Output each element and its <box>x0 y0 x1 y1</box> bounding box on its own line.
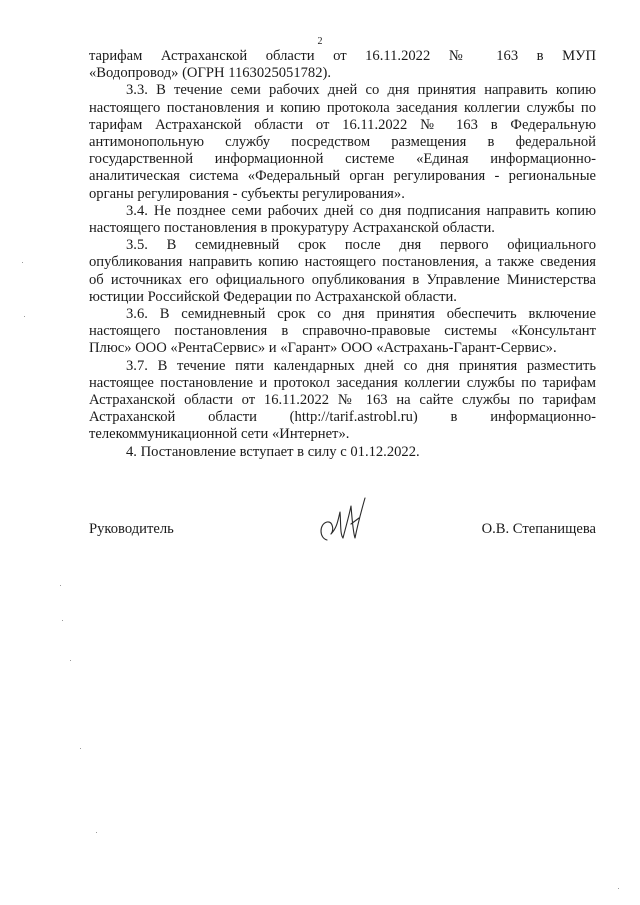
signatory-title: Руководитель <box>89 521 174 537</box>
text-line: 4. Постановление вступает в силу с 01.12.2022. <box>126 443 420 460</box>
paragraph-4 <box>89 444 596 461</box>
text-line: телекоммуникационной сети «Интернет». <box>89 426 350 443</box>
text-line: настоящего постановления и копию протокола заседания коллегии службы по <box>89 99 596 116</box>
signatory-name: О.В. Степанищева <box>481 521 596 537</box>
text-line: 3.4. Не позднее семи рабочих дней со дня подписания направить копию <box>126 202 596 219</box>
text-line: настоящего постановления в прокуратуру Астраханской области. <box>89 220 495 237</box>
text-line: 3.3. В течение семи рабочих дней со дня принятия направить копию <box>126 82 596 99</box>
signature-block <box>89 494 596 544</box>
text-line: настоящего постановления в справочно-правовые системы «Консультант <box>89 323 596 340</box>
text-line: антимонопольную службу посредством размещения в федеральной <box>89 134 596 151</box>
paragraph-3-7 <box>89 358 596 444</box>
text-line: 3.7. В течение пяти календарных дней со дня принятия разместить <box>126 357 596 374</box>
paragraph-intro <box>89 48 596 82</box>
text-line: юстиции Российской Федерации по Астраханской области. <box>89 288 457 305</box>
text-line: органы регулирования - субъекты регулирования». <box>89 185 405 202</box>
text-line: тарифам Астраханской области от 16.11.2022 № 163 в Федеральную <box>89 116 596 133</box>
text-line: аналитическая система «Федеральный орган регулирования - региональные <box>89 168 596 185</box>
paragraph-3-4 <box>89 203 596 237</box>
text-line: «Водопровод» (ОГРН 1163025051782). <box>89 65 332 82</box>
document-body <box>89 48 596 461</box>
paragraph-3-6 <box>89 306 596 358</box>
text-line: Плюс» ООО «РентаСервис» и «Гарант» ООО «Астрахань-Гарант-Сервис». <box>89 340 557 357</box>
handwritten-signature <box>307 494 377 544</box>
text-line: государственной информационной системе «Единая информационно- <box>89 151 596 168</box>
text-line: 3.5. В семидневный срок после дня первого официального <box>126 237 596 254</box>
text-line: опубликования направить копию настоящего постановления, а также сведения <box>89 254 596 271</box>
page-number: 2 <box>317 36 323 47</box>
text-line: Астраханской области от 16.11.2022 № 163 на сайте службы по тарифам <box>89 392 596 409</box>
text-line: об источниках его официального опубликования в Управление Министерства <box>89 271 596 288</box>
text-line: тарифам Астраханской области от 16.11.2022 № 163 в МУП <box>89 48 596 64</box>
paragraph-3-5 <box>89 237 596 306</box>
paragraph-3-3 <box>89 82 596 202</box>
text-line: настоящее постановление и протокол заседания коллегии службы по тарифам <box>89 374 596 391</box>
text-line: Астраханской области (http://tarif.astrobl.ru) в информационно- <box>89 409 596 426</box>
text-line: 3.6. В семидневный срок со дня принятия обеспечить включение <box>126 306 596 323</box>
